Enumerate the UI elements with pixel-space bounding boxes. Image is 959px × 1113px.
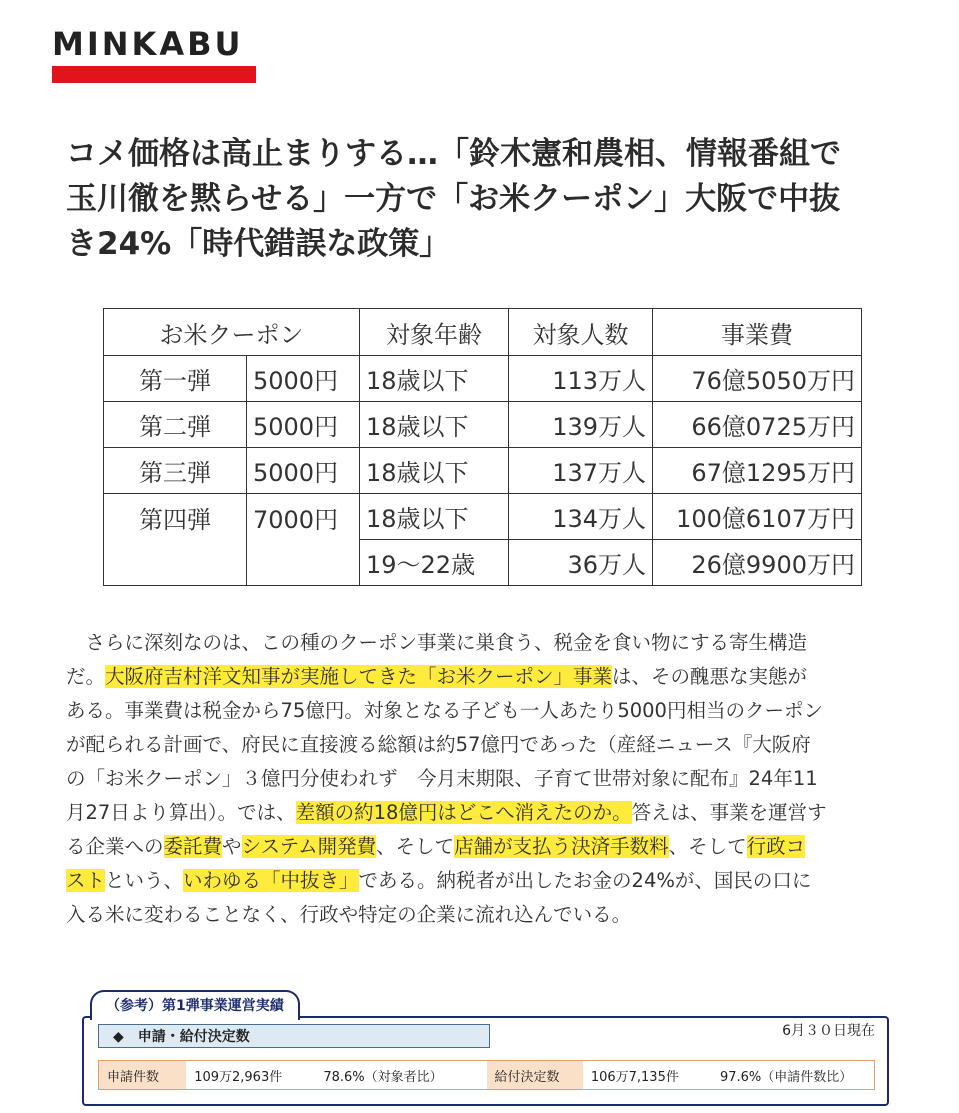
- reference-box: [82, 1016, 889, 1106]
- reference-date: 6月３０日現在: [782, 1023, 875, 1039]
- body-text-segment: が配られる計画で、府民に直接渡る総額は約57億円であった（産経ニュース『大阪府: [66, 733, 811, 756]
- row-age: 18歳以下: [360, 402, 509, 448]
- headline-line: コメ価格は高止まりする…「鈴木憲和農相、情報番組で: [66, 136, 841, 172]
- body-line: [66, 660, 926, 694]
- minkabu-logo[interactable]: MINKABU: [52, 25, 244, 63]
- highlighted-text: 行政コ: [746, 835, 806, 858]
- table-row: [104, 448, 862, 494]
- body-line: [66, 762, 926, 796]
- body-text-segment: や: [222, 835, 242, 858]
- row-people: 137万人: [509, 448, 653, 494]
- body-text-segment: は、その醜悪な実態が: [612, 665, 808, 688]
- row-name: 第三弾: [104, 448, 247, 494]
- row-name: 第四弾: [104, 494, 247, 586]
- body-line: [66, 728, 926, 762]
- highlighted-text: 差額の約18億円はどこへ消えたのか。: [295, 801, 632, 824]
- row-people: 139万人: [509, 402, 653, 448]
- table-row: [104, 402, 862, 448]
- body-text-segment: だ。: [66, 665, 106, 688]
- row-cost: 100億6107万円: [653, 494, 862, 540]
- headline-line: き24%「時代錯誤な政策」: [66, 226, 451, 262]
- row-cost: 66億0725万円: [653, 402, 862, 448]
- table-header-row: [104, 309, 862, 356]
- decisions-label: 給付決定数: [487, 1061, 583, 1089]
- applications-value: 109万2,963件: [194, 1069, 283, 1085]
- body-text-segment: 月27日より算出）。では、: [66, 801, 296, 824]
- applications-ratio: 78.6%（対象者比）: [323, 1069, 443, 1085]
- body-text-segment: 入る米に変わることなく、行政や特定の企業に流れ込んでいる。: [66, 903, 632, 926]
- logo-underline-bar: [52, 66, 256, 83]
- row-people: 113万人: [509, 356, 653, 402]
- row-cost: 76億5050万円: [653, 356, 862, 402]
- row-people: 134万人: [509, 494, 653, 540]
- body-line: [66, 694, 926, 728]
- table-row: [104, 356, 862, 402]
- row-name: 第一弾: [104, 356, 247, 402]
- body-text-segment: 、そして: [668, 835, 747, 858]
- table-row: [104, 494, 862, 540]
- row-cost: 26億9900万円: [653, 540, 862, 586]
- header-people: 対象人数: [509, 309, 653, 356]
- row-amount: 5000円: [247, 448, 360, 494]
- row-name: 第二弾: [104, 402, 247, 448]
- reference-subheading: ◆ 申請・給付決定数: [98, 1024, 490, 1048]
- reference-tab: （参考）第1弾事業運営実績: [90, 990, 300, 1020]
- body-line: [66, 796, 926, 830]
- row-age: 18歳以下: [360, 356, 509, 402]
- body-text-segment: の「お米クーポン」３億円分使われず 今月末期限、子育て世帯対象に配布』24年11: [66, 767, 818, 790]
- highlighted-text: 委託費: [163, 835, 223, 858]
- row-age: 18歳以下: [360, 494, 509, 540]
- reference-panel: [82, 990, 887, 1105]
- highlighted-text: 大阪府吉村洋文知事が実施してきた「お米クーポン」事業: [105, 665, 613, 688]
- body-text-segment: ある。事業費は税金から75億円。対象となる子ども一人あたり5000円相当のクーポン: [66, 699, 823, 722]
- body-text-segment: る企業への: [66, 835, 164, 858]
- headline-line: 玉川徹を黙らせる」一方で「お米クーポン」大阪で中抜: [66, 181, 841, 217]
- article-body: [66, 626, 926, 932]
- applications-label: 申請件数: [99, 1061, 186, 1089]
- body-text-segment: 、そして: [376, 835, 455, 858]
- header-cost: 事業費: [653, 309, 862, 356]
- article-headline: [66, 132, 906, 267]
- highlighted-text: システム開発費: [241, 835, 377, 858]
- body-text-segment: さらに深刻なのは、この種のクーポン事業に巣食う、税金を食い物にする寄生構造: [66, 631, 808, 654]
- reference-stats-row: [98, 1060, 875, 1090]
- decisions-value: 106万7,135件: [590, 1069, 679, 1085]
- body-text-segment: という、: [105, 869, 184, 892]
- row-amount: 5000円: [247, 402, 360, 448]
- row-age: 18歳以下: [360, 448, 509, 494]
- body-line: [66, 864, 926, 898]
- header-coupon: お米クーポン: [104, 309, 360, 356]
- highlighted-text: 店舗が支払う決済手数料: [454, 835, 669, 858]
- body-text-segment: である。納税者が出したお金の24%が、国民の口に: [358, 869, 812, 892]
- decisions-ratio: 97.6%（申請件数比）: [719, 1069, 853, 1085]
- body-text-segment: 答えは、事業を運営す: [631, 801, 827, 824]
- highlighted-text: スト: [66, 869, 106, 892]
- row-age: 19～22歳: [360, 540, 509, 586]
- highlighted-text: いわゆる「中抜き」: [183, 869, 359, 892]
- row-people: 36万人: [509, 540, 653, 586]
- row-cost: 67億1295万円: [653, 448, 862, 494]
- row-amount: 5000円: [247, 356, 360, 402]
- body-line: [66, 626, 926, 660]
- header-age: 対象年齢: [360, 309, 509, 356]
- row-amount: 7000円: [247, 494, 360, 586]
- body-line: [66, 830, 926, 864]
- body-line: [66, 898, 926, 932]
- coupon-table: [103, 308, 862, 586]
